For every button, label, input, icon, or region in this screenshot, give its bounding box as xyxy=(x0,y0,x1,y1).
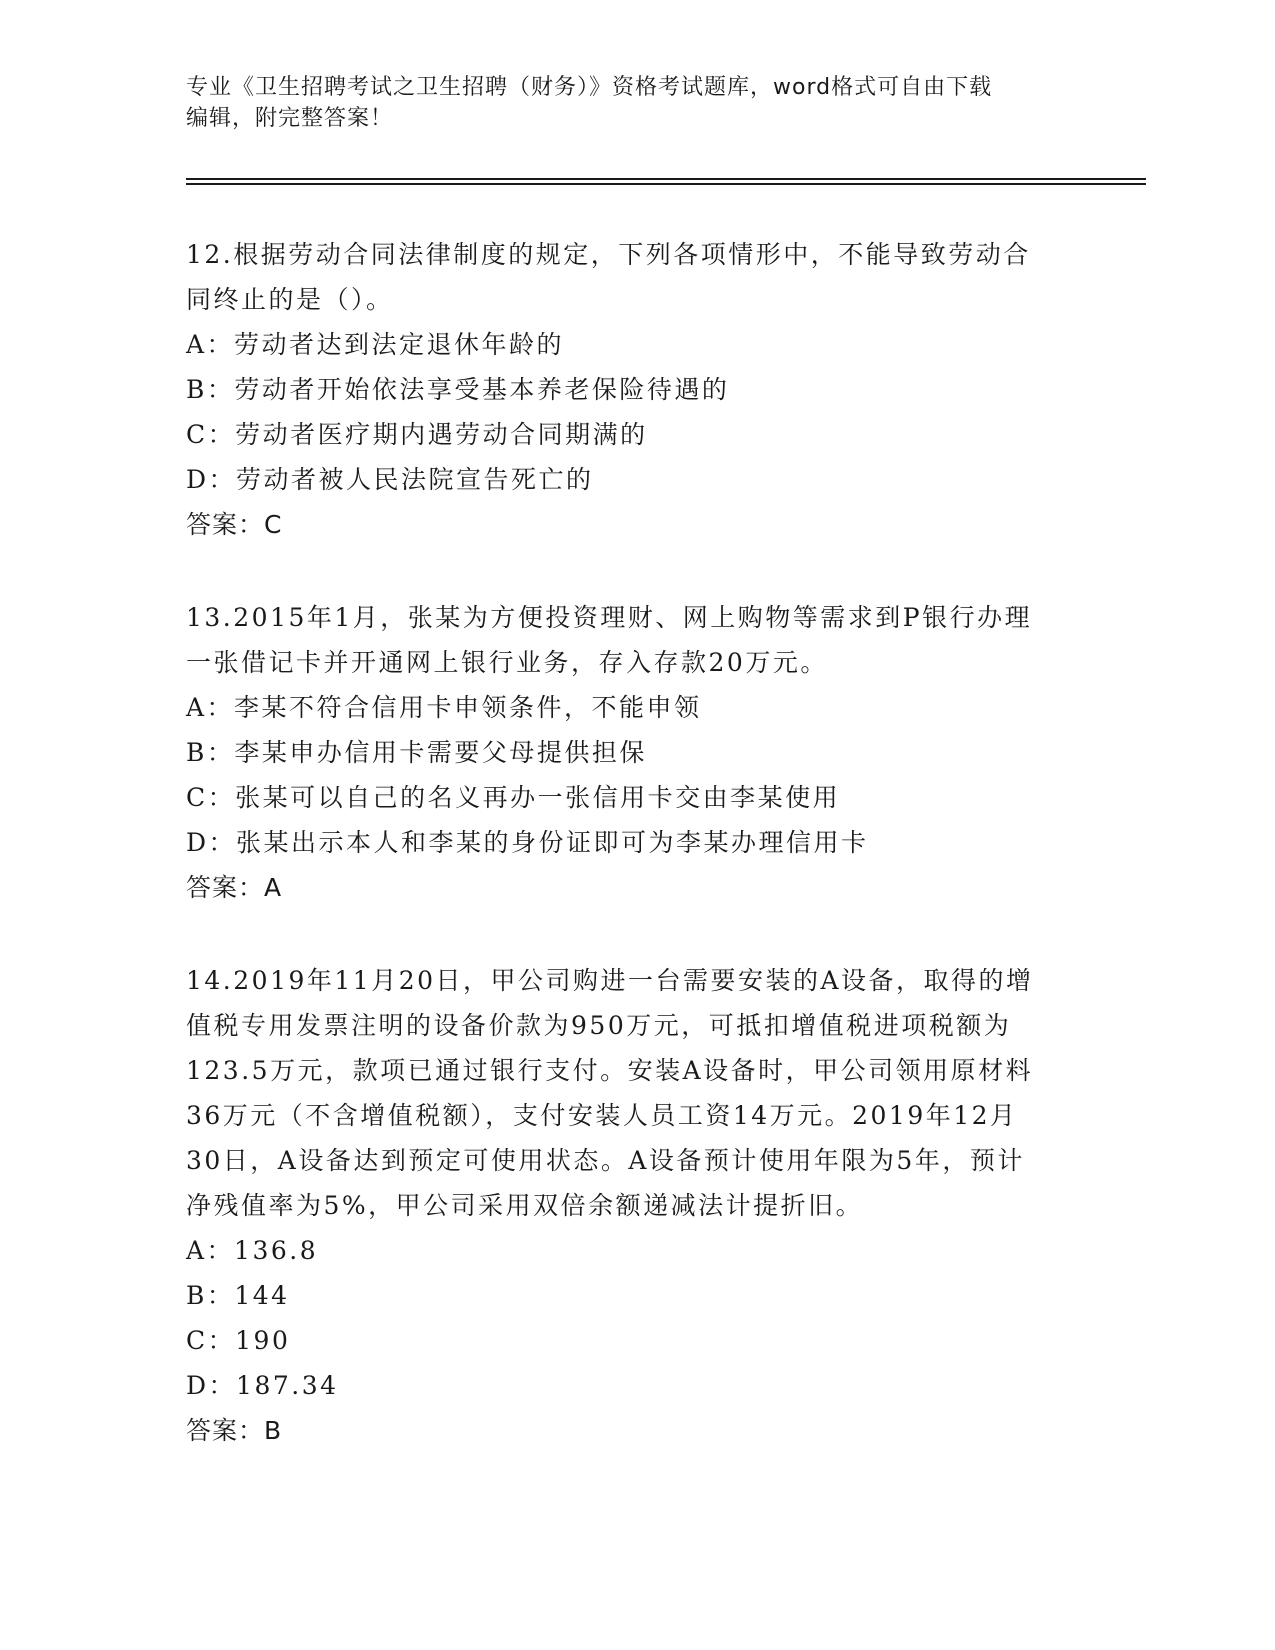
question-stem: 123.5万元，款项已通过银行支付。安装A设备时，甲公司领用原材料 xyxy=(186,1056,1034,1085)
question-stem: 净残值率为5%，甲公司采用双倍余额递减法计提折旧。 xyxy=(186,1191,864,1220)
option-b: B：144 xyxy=(186,1281,290,1310)
header-divider xyxy=(186,183,1146,185)
option-d: D：187.34 xyxy=(186,1371,339,1400)
option-a: A：劳动者达到法定退休年龄的 xyxy=(186,330,565,359)
option-c: C：劳动者医疗期内遇劳动合同期满的 xyxy=(186,420,648,449)
option-c: C：张某可以自己的名义再办一张信用卡交由李某使用 xyxy=(186,783,841,812)
question-stem: 值税专用发票注明的设备价款为950万元，可抵扣增值税进项税额为 xyxy=(186,1011,1012,1040)
question-stem: 13.2015年1月，张某为方便投资理财、网上购物等需求到P银行办理 xyxy=(186,603,1033,632)
question-stem: 36万元（不含增值税额），支付安装人员工资14万元。2019年12月 xyxy=(186,1101,1018,1130)
document-header xyxy=(186,72,1086,134)
option-b: B：劳动者开始依法享受基本养老保险待遇的 xyxy=(186,375,730,404)
option-a: A：136.8 xyxy=(186,1236,319,1265)
answer-label: 答案：A xyxy=(186,873,283,902)
question-stem: 同终止的是（）。 xyxy=(186,285,394,314)
header-line: 编辑，附完整答案！ xyxy=(186,106,394,131)
answer-label: 答案：C xyxy=(186,510,283,539)
option-c: C：190 xyxy=(186,1326,291,1355)
header-divider xyxy=(186,178,1146,180)
question-stem: 14.2019年11月20日，甲公司购进一台需要安装的A设备，取得的增 xyxy=(186,966,1034,995)
question-14 xyxy=(186,958,1086,1453)
option-b: B：李某申办信用卡需要父母提供担保 xyxy=(186,738,647,767)
question-13 xyxy=(186,595,1086,910)
question-stem: 12.根据劳动合同法律制度的规定，下列各项情形中，不能导致劳动合 xyxy=(186,240,1031,269)
option-a: A：李某不符合信用卡申领条件，不能申领 xyxy=(186,693,702,722)
question-12 xyxy=(186,232,1086,547)
question-stem: 一张借记卡并开通网上银行业务，存入存款20万元。 xyxy=(186,648,828,677)
option-d: D：张某出示本人和李某的身份证即可为李某办理信用卡 xyxy=(186,828,869,857)
header-line: 专业《卫生招聘考试之卫生招聘（财务）》资格考试题库，word格式可自由下载 xyxy=(186,75,993,100)
answer-label: 答案：B xyxy=(186,1416,283,1445)
question-stem: 30日，A设备达到预定可使用状态。A设备预计使用年限为5年，预计 xyxy=(186,1146,1025,1175)
option-d: D：劳动者被人民法院宣告死亡的 xyxy=(186,465,594,494)
